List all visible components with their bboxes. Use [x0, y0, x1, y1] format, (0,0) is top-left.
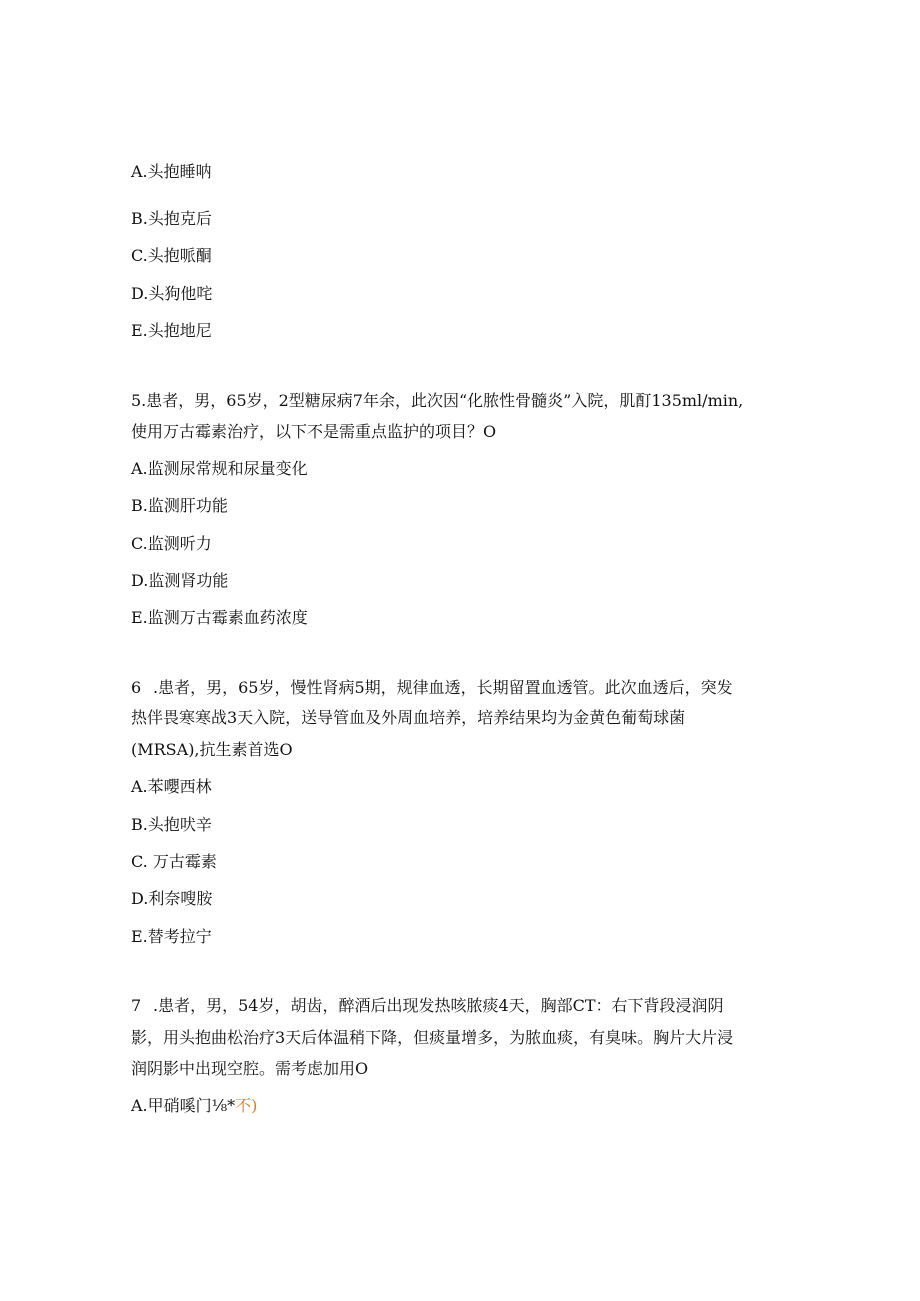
q6-stem-line-3: (MRSA),抗生素首选O [131, 740, 293, 759]
q4-option-c: C.头抱哌酮 [131, 246, 212, 265]
q6-number: 6 [131, 678, 142, 697]
q5-option-e: E.监测万古霉素血药浓度 [131, 608, 308, 627]
q6-stem-line-1 [131, 678, 733, 698]
q6-option-a: A.苯嚶西林 [131, 777, 212, 796]
q6-stem-text: .患者，男，65岁，慢性肾病5期，规律血透，长期留置血透管。此次血透后，突发 [153, 678, 733, 697]
q4-option-b: B.头抱克后 [131, 209, 212, 228]
q5-stem-line-2: 使用万古霉素治疗，以下不是需重点监护的项目？O [131, 422, 497, 441]
q6-option-d: D.利奈嗖胺 [131, 889, 213, 908]
q4-option-a: A.头抱睡呐 [131, 162, 212, 181]
q4-option-e: E.头抱地尼 [131, 321, 212, 340]
q5-stem-line-1: 5.患者，男，65岁，2型糖尿病7年余，此次因“化脓性骨髓炎”入院，肌酊135ml∕min, [131, 391, 744, 410]
q5-option-a: A.监测尿常规和尿量变化 [131, 459, 308, 478]
q6-option-b: B.头抱吠辛 [131, 815, 212, 834]
q5-option-d: D.监测肾功能 [131, 571, 229, 590]
q6-option-c: C. 万古霉素 [131, 852, 217, 871]
q7-stem-line-3: 润阴影中出现空腔。需考虑加用O [131, 1059, 369, 1078]
q7-option-a-text: A.甲硝嗘门⅛* [131, 1096, 236, 1115]
q4-option-d: D.头狗他咤 [131, 284, 213, 303]
q7-option-a-mark: 不) [235, 1096, 258, 1115]
q5-option-b: B.监测肝功能 [131, 496, 228, 515]
q7-number: 7 [131, 996, 142, 1015]
q7-stem-line-2: 影，用头抱曲松治疗3天后体温稍下降，但痰量增多，为脓血痰，有臭味。胸片大片浸 [131, 1028, 734, 1047]
q5-option-c: C.监测听力 [131, 534, 212, 553]
q7-option-a [131, 1096, 257, 1116]
q6-option-e: E.替考拉宁 [131, 927, 212, 946]
q7-stem-line-1 [131, 996, 724, 1016]
q7-stem-text: .患者，男，54岁，胡齿，醉酒后出现发热咳脓痰4天，胸部CT：右下背段浸润阴 [153, 996, 724, 1015]
q6-stem-line-2: 热伴畏寒寒战3天入院，送导管血及外周血培养，培养结果均为金黄色葡萄球菌 [131, 708, 686, 727]
